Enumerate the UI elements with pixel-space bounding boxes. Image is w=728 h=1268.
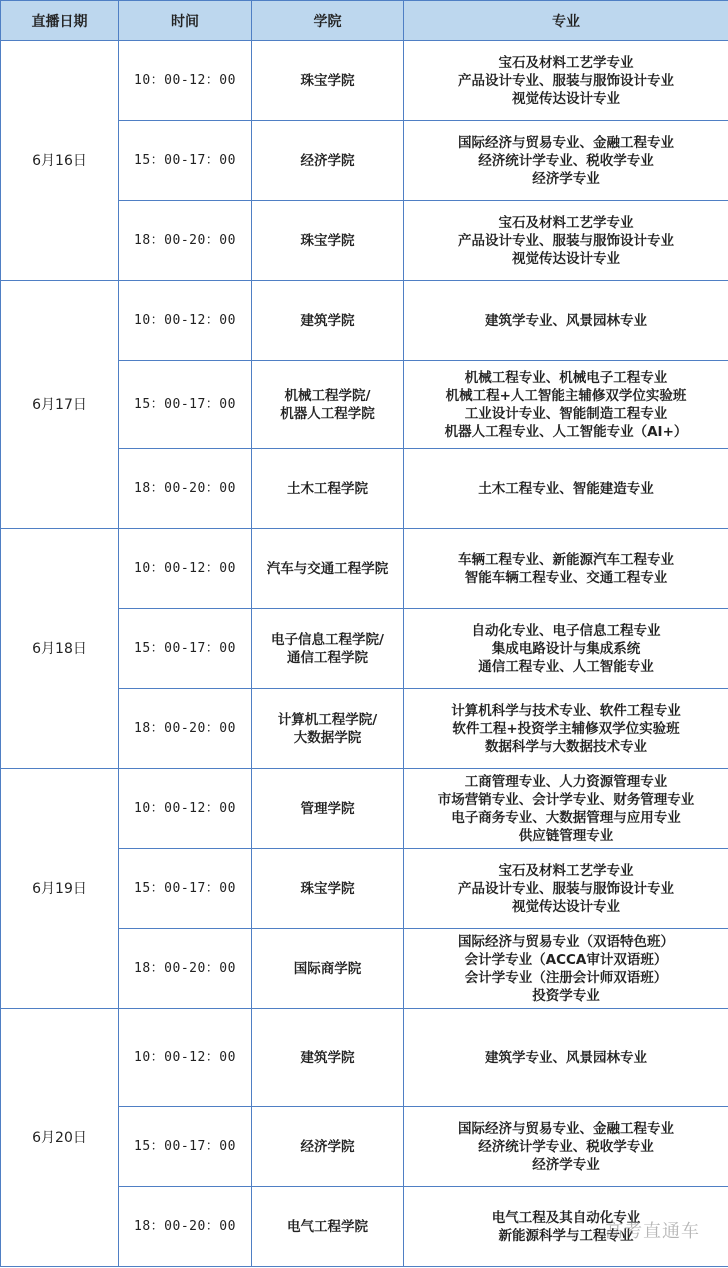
college-line: 计算机工程学院/ xyxy=(277,711,378,728)
major-line: 产品设计专业、服装与服饰设计专业 xyxy=(458,72,674,89)
major-line: 视觉传达设计专业 xyxy=(512,90,620,107)
table-row xyxy=(1,1009,728,1107)
college-cell xyxy=(252,609,404,689)
date-cell: 6月20日 xyxy=(1,1009,119,1267)
schedule-body xyxy=(1,41,728,1267)
major-cell xyxy=(404,449,728,529)
date-cell: 6月18日 xyxy=(1,529,119,769)
watermark: 高考直通车 xyxy=(605,1221,700,1242)
college-line: 建筑学院 xyxy=(300,312,355,329)
header-date: 直播日期 xyxy=(1,1,119,41)
major-cell xyxy=(404,689,728,769)
time-cell: 15：00-17：00 xyxy=(119,361,252,449)
time-cell: 15：00-17：00 xyxy=(119,609,252,689)
date-cell: 6月16日 xyxy=(1,41,119,281)
major-line: 经济学专业 xyxy=(532,1156,600,1173)
major-line: 智能车辆工程专业、交通工程专业 xyxy=(464,569,668,586)
college-cell xyxy=(252,449,404,529)
major-cell xyxy=(404,41,728,121)
major-line: 自动化专业、电子信息工程专业 xyxy=(471,622,661,639)
college-cell xyxy=(252,529,404,609)
major-cell xyxy=(404,1107,728,1187)
college-line: 土木工程学院 xyxy=(287,480,368,497)
major-line: 国际经济与贸易专业（双语特色班） xyxy=(458,933,674,950)
major-line: 工商管理专业、人力资源管理专业 xyxy=(464,773,668,790)
major-line: 计算机科学与技术专业、软件工程专业 xyxy=(451,702,681,719)
time-cell: 18：00-20：00 xyxy=(119,689,252,769)
college-cell xyxy=(252,281,404,361)
table-row xyxy=(1,769,728,849)
major-line: 国际经济与贸易专业、金融工程专业 xyxy=(458,1120,674,1137)
college-cell xyxy=(252,689,404,769)
major-cell xyxy=(404,929,728,1009)
college-line: 通信工程学院 xyxy=(287,649,368,666)
major-line: 工业设计专业、智能制造工程专业 xyxy=(464,405,668,422)
college-line: 电子信息工程学院/ xyxy=(271,631,384,648)
time-cell: 18：00-20：00 xyxy=(119,1187,252,1267)
college-cell xyxy=(252,849,404,929)
major-line: 视觉传达设计专业 xyxy=(512,898,620,915)
college-cell xyxy=(252,1187,404,1267)
time-cell: 10：00-12：00 xyxy=(119,281,252,361)
major-line: 新能源科学与工程专业 xyxy=(498,1227,634,1244)
college-line: 机械工程学院/ xyxy=(284,387,371,404)
college-line: 珠宝学院 xyxy=(300,72,355,89)
table-row xyxy=(1,41,728,121)
major-line: 供应链管理专业 xyxy=(518,827,614,844)
header-major: 专业 xyxy=(404,1,728,41)
table-row xyxy=(1,529,728,609)
time-cell: 10：00-12：00 xyxy=(119,1009,252,1107)
college-line: 经济学院 xyxy=(300,152,355,169)
time-cell: 10：00-12：00 xyxy=(119,769,252,849)
major-line: 土木工程专业、智能建造专业 xyxy=(478,480,654,497)
college-cell xyxy=(252,929,404,1009)
major-cell xyxy=(404,1009,728,1107)
major-line: 电气工程及其自动化专业 xyxy=(491,1209,641,1226)
college-line: 建筑学院 xyxy=(300,1049,355,1066)
header-college: 学院 xyxy=(252,1,404,41)
college-line: 经济学院 xyxy=(300,1138,355,1155)
major-line: 软件工程+投资学主辅修双学位实验班 xyxy=(452,720,680,737)
major-line: 产品设计专业、服装与服饰设计专业 xyxy=(458,880,674,897)
major-line: 机械工程专业、机械电子工程专业 xyxy=(464,369,668,386)
major-line: 经济学专业 xyxy=(532,170,600,187)
major-line: 电子商务专业、大数据管理与应用专业 xyxy=(451,809,681,826)
major-cell xyxy=(404,201,728,281)
major-line: 宝石及材料工艺学专业 xyxy=(498,54,634,71)
college-cell xyxy=(252,201,404,281)
major-line: 建筑学专业、风景园林专业 xyxy=(485,1049,647,1066)
major-line: 建筑学专业、风景园林专业 xyxy=(485,312,647,329)
major-cell xyxy=(404,529,728,609)
major-cell xyxy=(404,849,728,929)
major-line: 会计学专业（ACCA审计双语班） xyxy=(464,951,668,968)
college-cell xyxy=(252,1107,404,1187)
major-cell xyxy=(404,281,728,361)
date-cell: 6月19日 xyxy=(1,769,119,1009)
major-line: 集成电路设计与集成系统 xyxy=(491,640,641,657)
time-cell: 10：00-12：00 xyxy=(119,41,252,121)
college-cell xyxy=(252,361,404,449)
major-line: 宝石及材料工艺学专业 xyxy=(498,214,634,231)
college-line: 机器人工程学院 xyxy=(280,405,375,422)
major-line: 数据科学与大数据技术专业 xyxy=(485,738,647,755)
college-line: 电气工程学院 xyxy=(287,1218,368,1235)
college-line: 国际商学院 xyxy=(293,960,362,977)
time-cell: 15：00-17：00 xyxy=(119,1107,252,1187)
major-line: 市场营销专业、会计学专业、财务管理专业 xyxy=(437,791,695,808)
college-cell xyxy=(252,41,404,121)
major-line: 经济统计学专业、税收学专业 xyxy=(478,152,654,169)
college-line: 大数据学院 xyxy=(293,729,362,746)
college-cell xyxy=(252,121,404,201)
header-time: 时间 xyxy=(119,1,252,41)
date-cell: 6月17日 xyxy=(1,281,119,529)
major-line: 通信工程专业、人工智能专业 xyxy=(478,658,654,675)
time-cell: 18：00-20：00 xyxy=(119,201,252,281)
major-line: 机械工程+人工智能主辅修双学位实验班 xyxy=(445,387,687,404)
time-cell: 15：00-17：00 xyxy=(119,849,252,929)
table-row xyxy=(1,281,728,361)
time-cell: 10：00-12：00 xyxy=(119,529,252,609)
major-cell xyxy=(404,609,728,689)
major-cell xyxy=(404,121,728,201)
college-line: 汽车与交通工程学院 xyxy=(266,560,389,577)
major-line: 会计学专业（注册会计师双语班） xyxy=(464,969,668,986)
college-line: 珠宝学院 xyxy=(300,232,355,249)
college-cell xyxy=(252,1009,404,1107)
major-line: 机器人工程专业、人工智能专业（AI+） xyxy=(444,423,688,440)
major-line: 投资学专业 xyxy=(532,987,600,1004)
time-cell: 15：00-17：00 xyxy=(119,121,252,201)
time-cell: 18：00-20：00 xyxy=(119,929,252,1009)
college-line: 管理学院 xyxy=(300,800,355,817)
major-line: 产品设计专业、服装与服饰设计专业 xyxy=(458,232,674,249)
major-line: 视觉传达设计专业 xyxy=(512,250,620,267)
college-line: 珠宝学院 xyxy=(300,880,355,897)
college-cell xyxy=(252,769,404,849)
major-line: 车辆工程专业、新能源汽车工程专业 xyxy=(458,551,674,568)
major-cell xyxy=(404,769,728,849)
major-cell xyxy=(404,361,728,449)
major-line: 宝石及材料工艺学专业 xyxy=(498,862,634,879)
major-line: 经济统计学专业、税收学专业 xyxy=(478,1138,654,1155)
major-line: 国际经济与贸易专业、金融工程专业 xyxy=(458,134,674,151)
time-cell: 18：00-20：00 xyxy=(119,449,252,529)
header-row xyxy=(1,1,728,41)
